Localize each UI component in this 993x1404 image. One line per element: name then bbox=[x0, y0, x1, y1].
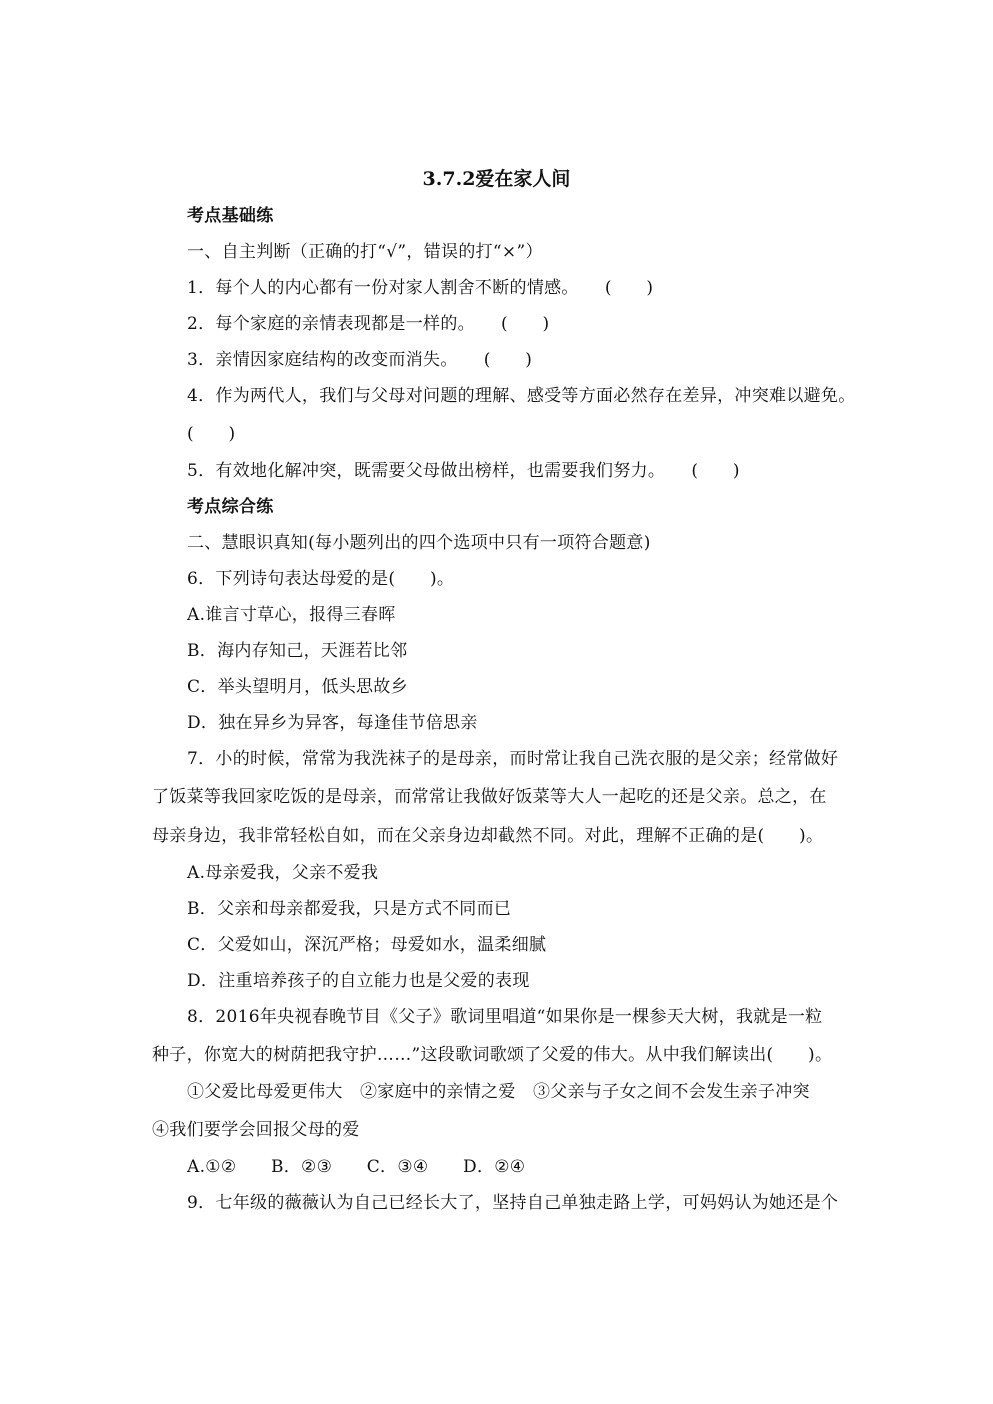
question-8-options: A.①② B．②③ C．③④ D．②④ bbox=[187, 1157, 526, 1177]
question-2: 2．每个家庭的亲情表现都是一样的。 ( ) bbox=[187, 314, 550, 334]
section-instruction-choice: 二、慧眼识真知(每小题列出的四个选项中只有一项符合题意) bbox=[187, 533, 651, 553]
question-7-option-b: B．父亲和母亲都爱我，只是方式不同而已 bbox=[187, 899, 512, 919]
question-4-blank: ( ) bbox=[187, 424, 236, 444]
question-6-option-b: B．海内存知己，天涯若比邻 bbox=[187, 641, 408, 661]
document-title: 3.7.2爱在家人间 bbox=[422, 168, 571, 190]
question-8-line-2: 种子，你宽大的树荫把我守护……”这段歌词歌颂了父爱的伟大。从中我们解读出( )。 bbox=[152, 1045, 833, 1065]
question-8-line-3: ①父爱比母爱更伟大 ②家庭中的亲情之爱 ③父亲与子女之间不会发生亲子冲突 bbox=[187, 1082, 810, 1102]
question-6-stem: 6．下列诗句表达母爱的是( )。 bbox=[187, 569, 455, 589]
question-8-line-4: ④我们要学会回报父母的爱 bbox=[152, 1120, 360, 1140]
question-4: 4．作为两代人，我们与父母对问题的理解、感受等方面必然存在差异，冲突难以避免。 bbox=[187, 386, 856, 406]
question-7-line-2: 了饭菜等我回家吃饭的是母亲，而常常让我做好饭菜等大人一起吃的还是父亲。总之，在 bbox=[152, 787, 827, 807]
question-6-option-d: D．独在异乡为异客，每逢佳节倍思亲 bbox=[187, 713, 478, 733]
section-heading-basic: 考点基础练 bbox=[187, 206, 274, 226]
question-6-option-a: A.谁言寸草心，报得三春晖 bbox=[187, 605, 396, 625]
question-7-option-d: D．注重培养孩子的自立能力也是父爱的表现 bbox=[187, 971, 530, 991]
question-8-line-1: 8．2016年央视春晚节目《父子》歌词里唱道“如果你是一棵参天大树，我就是一粒 bbox=[187, 1007, 823, 1027]
question-1: 1．每个人的内心都有一份对家人割舍不断的情感。 ( ) bbox=[187, 278, 654, 298]
question-7-line-1: 7．小的时候，常常为我洗袜子的是母亲，而时常让我自己洗衣服的是父亲；经常做好 bbox=[187, 749, 839, 769]
question-7-option-c: C．父爱如山，深沉严格；母爱如水，温柔细腻 bbox=[187, 935, 547, 955]
question-5: 5．有效地化解冲突，既需要父母做出榜样，也需要我们努力。 ( ) bbox=[187, 461, 740, 481]
question-7-option-a: A.母亲爱我，父亲不爱我 bbox=[187, 863, 379, 883]
section-instruction-judgement: 一、自主判断（正确的打“√”，错误的打“×”） bbox=[187, 242, 543, 262]
question-7-line-3: 母亲身边，我非常轻松自如，而在父亲身边却截然不同。对此，理解不正确的是( )。 bbox=[152, 826, 824, 846]
section-heading-comprehensive: 考点综合练 bbox=[187, 497, 274, 517]
question-3: 3．亲情因家庭结构的改变而消失。 ( ) bbox=[187, 350, 533, 370]
question-9-line-1: 9．七年级的薇薇认为自己已经长大了，坚持自己单独走路上学，可妈妈认为她还是个 bbox=[187, 1193, 839, 1213]
question-6-option-c: C．举头望明月，低头思故乡 bbox=[187, 677, 408, 697]
